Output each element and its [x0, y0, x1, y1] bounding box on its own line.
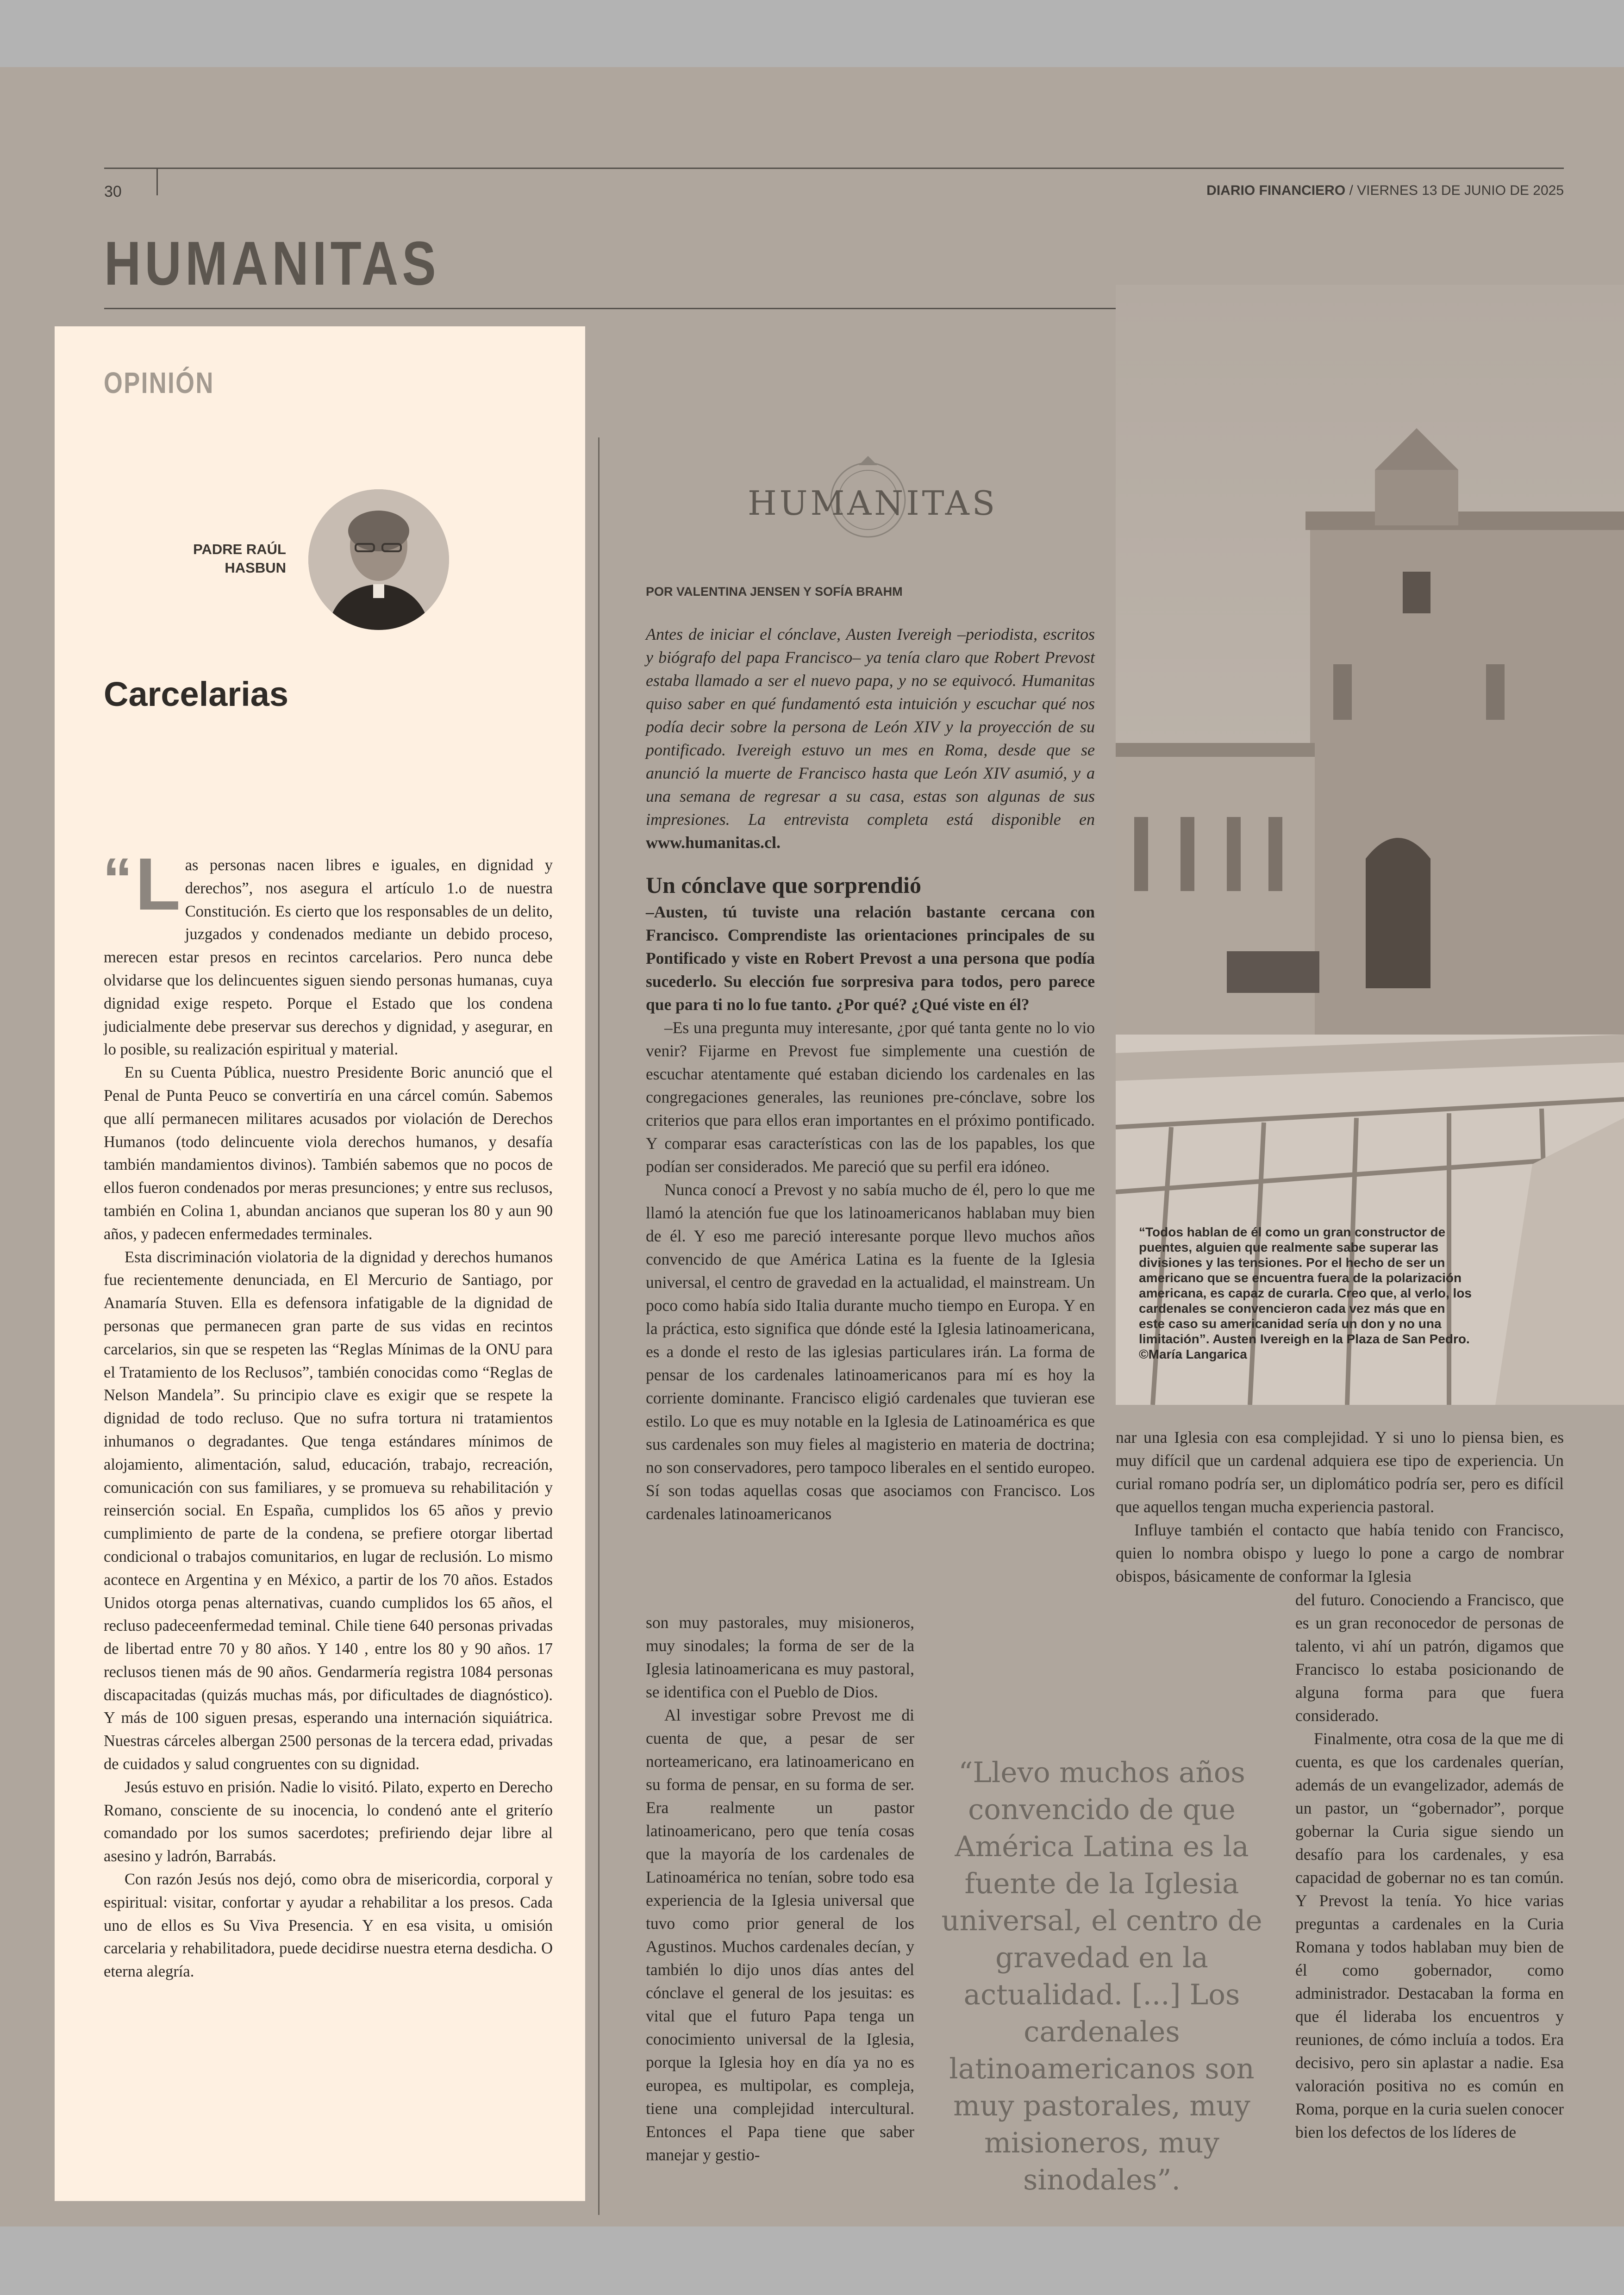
opinion-paragraph: Jesús estuvo en prisión. Nadie lo visitó. Pilato, experto en Derecho Romano, consciente de su inocencia, lo condenó ante el griterío comandado por los sumos sacerdotes; prefiriendo dejar libre al asesino y ladrón, Barrabás. [104, 1778, 553, 1865]
masthead [1206, 183, 1564, 199]
article-column-2-lower [1295, 1588, 1564, 2144]
humanitas-logo-text: HUMANITAS [748, 484, 998, 523]
opinion-paragraph: En su Cuenta Pública, nuestro Presidente Boric anunció que el Penal de Punta Peuco se convertiría en una cárcel común. Sabemos que allí permanecen militares acusados por violación de Derechos Humanos (todo delincuente viola derechos humanos, y desafía también mandamientos divinos). También sabemos que no pocos de ellos fueron condenados por meras presunciones; y entre sus reclusos, también en Colina 1, abundan ancianos que superan los 80 y aun 90 años, y padecen enfermedades terminales. [104, 1064, 553, 1243]
opinion-title: Carcelarias [104, 675, 289, 713]
opinion-label: OPINIÓN [104, 366, 214, 399]
opinion-body [103, 842, 553, 1983]
article-paragraph: nar una Iglesia con esa complejidad. Y si uno lo piensa bien, es muy difícil que un cardenal adquiera ese tipo de experiencia. Un curial romano podría ser, un diplomático podría ser, pero es difícil que aquellos tengan mucha experiencia pastoral. [1116, 1428, 1564, 1516]
opinion-paragraph: Esta discriminación violatoria de la dignidad y derechos humanos fue recientemente denunciada, en El Mercurio de Santiago, por Anamaría Stuven. Ella es defensora infatigable de la dignidad de personas que permanecen gran parte de sus vidas en recintos carcelarios, sin que se respeten las “Reglas Mínimas de la ONU para el Tratamiento de los Reclusos”, también conocidas como “Reglas de Nelson Mandela”. Su principio clave es exigir que se respete la dignidad de todo recluso. Que no sufra tortura ni tratamientos inhumanos o degradantes. Que tenga estándares mínimos de alojamiento, alimentación, salud, educación, trabajo, recreación, comunicación con sus familiares, y se promueva su rehabilitación y reinserción social. En España, cumplidos los 65 años y previo cumplimiento de parte de la condena, se prefiere otorgar libertad condicional o trabajos comunitarios, en lugar de reclusión. Lo mismo acontece en Argentina y en México, a partir de los 70 años. Estados Unidos otorga penas alternativas, cuando cumplidos los 65 años, el recluso padeceenfermedad teminal. Chile tiene 640 personas privadas de libertad entre 70 y 80 años. Y 140 , entre los 80 y 90 años. 17 reclusos tienen más de 90 años. Gendarmería registra 1084 personas discapacitadas (quizás muchas más, por dificultades de diagnóstico). Y más de 100 siguen presas, esperando una internación siquiátrica. Nuestras cárceles albergan 2500 personas de la tercera edad, privadas de cuidados y salud congruentes con su dignidad. [104, 1248, 553, 1773]
publication-name: DIARIO FINANCIERO [1206, 183, 1346, 198]
article-paragraph: son muy pastorales, muy misioneros, muy sinodales; la forma de ser de la Iglesia latinoamericana es muy pastoral, se identifica con el Pueblo de Dios. [646, 1613, 914, 1701]
intro-url: www.humanitas.cl. [646, 833, 781, 852]
column-divider [598, 437, 600, 2215]
intro-text: Antes de iniciar el cónclave, Austen Ivereigh –periodista, escritos y biógrafo del papa Francisco– ya tenía claro que Robert Prevost estaba llamado a ser el nuevo papa, y no se equivocó. Humanitas quiso saber en qué fundamentó esta intuición y escuchar qué nos podía decir sobre la persona de León XIV y la proyección de su pontificado. Ivereigh estuvo un mes en Roma, desde que se anunció la muerte de Francisco hasta que León XIV asumió, y a una semana de regresar a su casa, estas son algunas de sus impresiones. La entrevista completa está disponible en [646, 625, 1095, 829]
author-name [147, 540, 286, 577]
article-column-1-lower [646, 1611, 914, 2166]
author-portrait-icon [308, 489, 449, 630]
section-title: HUMANITAS [104, 229, 440, 298]
opinion-paragraph: as personas nacen libres e iguales, en dignidad y derechos”, nos asegura el artículo 1.o de nuestra Constitución. Es cierto que los responsables de un delito, juzgados y condenados mediante un debido proceso, merecen estar presos en recintos carcelarios. Pero nunca debe olvidarse que los delincuentes siguen siendo personas humanas, cuya dignidad exige respeto. Porque el Estado que los condena judicialmente debe preservar sus derechos y dignidad, y asegurar, en lo posible, su realización espiritual y material. [104, 856, 553, 1059]
dropcap: L [135, 842, 181, 925]
interview-question: –Austen, tú tuviste una relación bastante cercana con Francisco. Comprendiste las orientaciones principales de su Pontificado y viste en Robert Prevost a una persona que podía sucederlo. Su elección fue sorpresiva para todos, pero parece que para ti no lo fue tanto. ¿Por qué? ¿Qué viste en él? [646, 903, 1095, 1014]
humanitas-logo [748, 447, 998, 558]
author-photo [308, 489, 449, 630]
opinion-paragraph: Con razón Jesús nos dejó, como obra de misericordia, corporal y espiritual: visitar, confortar y ayudar a rehabilitar a los presos. Cada uno de ellos es Su Viva Presencia. Y en esa visita, u omisión carcelaria y rehabilitadora, puede decidirse nuestra eterna desdicha. O eterna alegría. [104, 1871, 553, 1981]
photo-caption: “Todos hablan de él como un gran constructor de puentes, alguien que realmente sabe superar las divisiones y las tensiones. Por el hecho de ser un americano que se encuentra fuera de la polarización americana, es capaz de curarla. Creo que, al verlo, los cardenales se convencieron cada vez más que en este caso su americanidad sería un don y no una limitación”. Austen Ivereigh en la Plaza de San Pedro. ©María Langarica [1139, 1225, 1472, 1361]
article-paragraph: Nunca conocí a Prevost y no sabía mucho de él, pero lo que me llamó la atención fue que los latinoamericanos hablaban muy bien de él. Y eso me pareció interesante porque llevo muchos años convencido de que América Latina es la fuente de la Iglesia universal, el centro de gravedad en la actualidad, el mainstream. Un poco como había sido Italia durante mucho tiempo en Europa. Y en la práctica, esto significa que dónde esté la Iglesia latinoamericana, es a donde el resto de las iglesias particulares irán. La forma de pensar de los cardenales latinoamericanos para mí es hoy la corriente dominante. Francisco eligió cardenales que tuvieran ese estilo. Lo que es muy notable en la Iglesia de Latinoamérica es que sus cardenales son muy fieles al magisterio en materia de doctrina; no son conservadores, pero tampoco liberales en el sentido europeo. Sí son todas aquellas cosas que asociamos con Francisco. Los cardenales latinoamericanos [646, 1180, 1095, 1523]
pull-quote: “Llevo muchos años convencido de que América Latina es la fuente de la Iglesia universal, el centro de gravedad en la actualidad. [...] Los cardenales latinoamericanos son muy pastorales, muy misioneros, muy sinodales”. [941, 1756, 1262, 2196]
article-column-2 [1116, 1426, 1564, 1588]
opinion-panel [55, 326, 585, 2201]
author-last-name: HASBUN [225, 560, 286, 576]
author-first-name: PADRE RAÚL [193, 541, 286, 557]
article-intro [646, 623, 1095, 854]
article-paragraph: Al investigar sobre Prevost me di cuenta de que, a pesar de ser norteamericano, era latinoamericano en su forma de pensar, en su forma de ser. Era realmente un pastor latinoamericano, pero que tenía cosas que la mayoría de los cardenales de Latinoamérica no tenían, sobre todo esa experiencia de la Iglesia universal que tuvo como prior general de los Agustinos. Muchos cardenales decían, y también lo dijo unos días antes del cónclave el general de los jesuitas: es vital que el futuro Papa tenga un conocimiento universal de la Iglesia, porque la Iglesia hoy en día ya no es europea, es multipolar, es compleja, tiene una complejidad intercultural. Entonces el Papa tiene que saber manejar y gestio- [646, 1706, 914, 2164]
article-subhead: Un cónclave que sorprendió [646, 872, 921, 898]
article-byline: POR VALENTINA JENSEN Y SOFÍA BRAHM [646, 585, 903, 599]
article-column-1 [646, 900, 1095, 1525]
newspaper-page [0, 67, 1624, 2226]
article-paragraph: Finalmente, otra cosa de la que me di cuenta, es que los cardenales querían, además de un evangelizador, además de un pastor, un “gobernador”, porque gobernar la Curia sigue siendo un desafío para los cardenales, y esa capacidad de gobernar no es tan común. Y Prevost la tenía. Yo hice varias preguntas a cardenales en la Curia Romana y todos hablaban muy bien de él como gobernador, como administrador. Destacaban la forma en que él lideraba los encuentros y reuniones, de cómo incluía a todos. Era decisivo, pero sin aplastar a nadie. Esa valoración positiva no es común en Roma, porque en la curia suelen conocer bien los defectos de los líderes de [1295, 1729, 1564, 2141]
article-paragraph: –Es una pregunta muy interesante, ¿por qué tanta gente no lo vio venir? Fijarme en Prevost fue simplemente una cuestión de escuchar atentamente qué estaban diciendo los cardenales en las congregaciones generales, las reuniones pre-cónclave, sobre los criterios que para ellos eran importantes en el próximo pontificado. Y comparar esas características con las de los papables, los que podían ser considerados. Me pareció que su perfil era idóneo. [646, 1018, 1095, 1176]
article-paragraph: del futuro. Conociendo a Francisco, que es un gran reconocedor de personas de talento, vi ahí un patrón, digamos que Francisco lo estaba posicionando de alguna forma para que fuera considerado. [1295, 1590, 1564, 1725]
page-number-divider [156, 168, 158, 195]
section-rule [104, 308, 1116, 309]
issue-date: / VIERNES 13 DE JUNIO DE 2025 [1345, 183, 1564, 198]
page-number: 30 [104, 183, 122, 200]
quote-mark: “ [103, 846, 132, 912]
top-rule [104, 168, 1564, 169]
article-paragraph: Influye también el contacto que había tenido con Francisco, quien lo nombra obispo y luego lo pone a cargo de nombrar obispos, básicamente de conformar la Iglesia [1116, 1521, 1564, 1585]
